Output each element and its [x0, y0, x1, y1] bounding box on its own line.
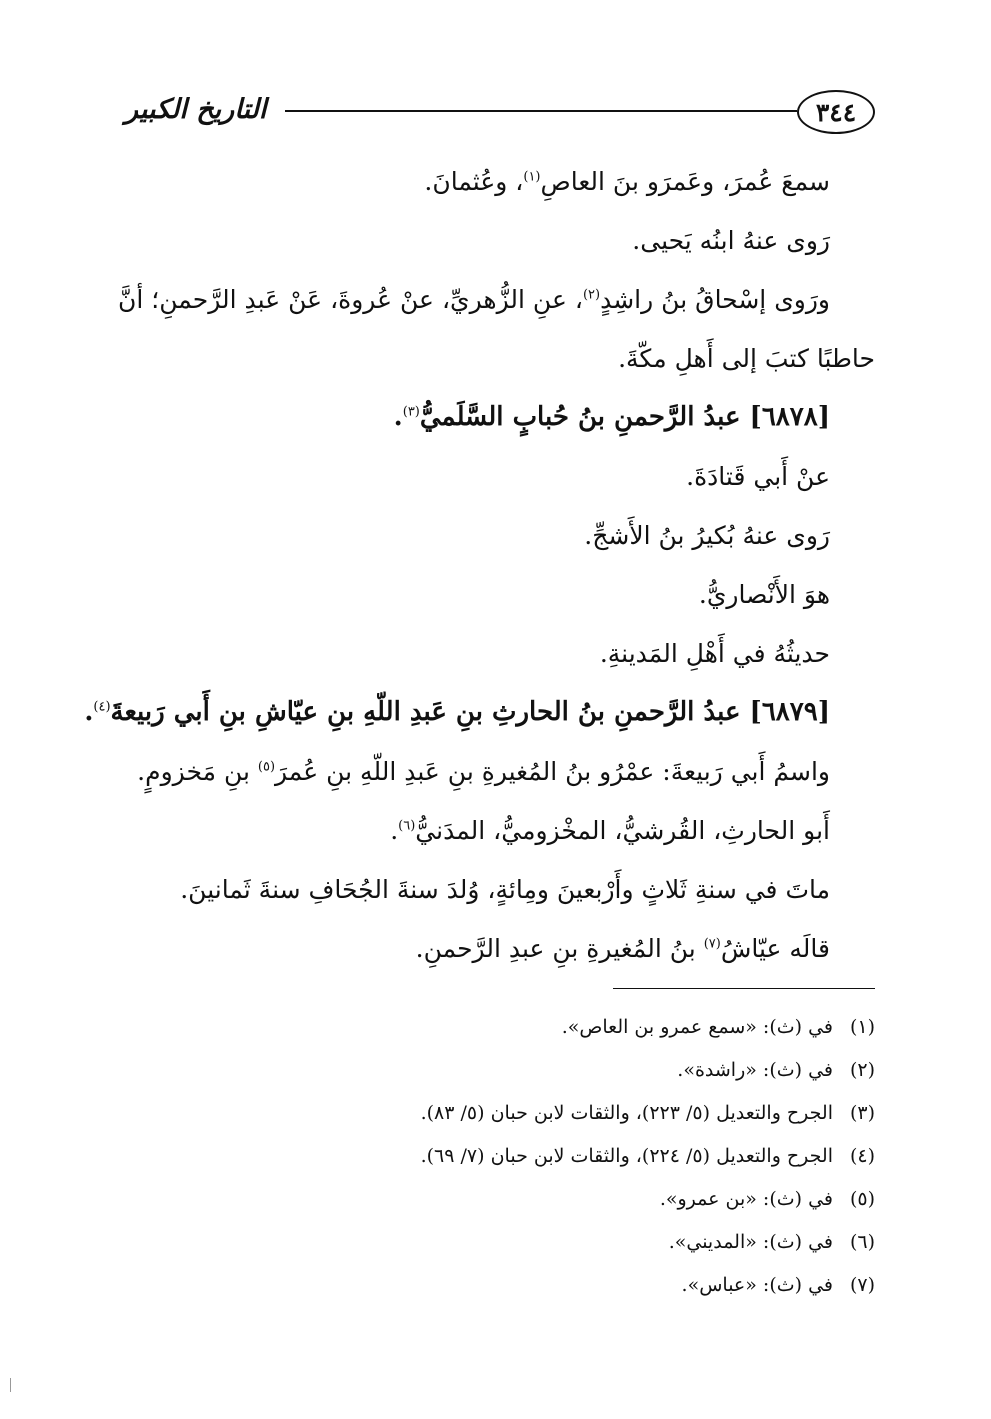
footnote-number: (٧) [849, 1274, 875, 1296]
book-title: التاريخ الكبير [125, 94, 267, 125]
page-number-badge [797, 90, 875, 134]
text-line: أَبو الحارثِ، القُرشيُّ، المخْزوميُّ، المدَنيُّ$^{(٦)}$. [390, 816, 830, 845]
footnote-text: في (ث): «راشدة». [677, 1059, 833, 1081]
page-header [125, 90, 875, 140]
footnote-text: الجرح والتعديل (٥/ ٢٢٤)، والثقات لابن حبان (٧/ ٦٩). [420, 1145, 833, 1167]
entry-heading: [٦٨٧٩] عبدُ الرَّحمنِ بنُ الحارثِ بنِ عَبدِ اللّهِ بنِ عيّاشِ بنِ أَبي رَبيعةَ$^{(٤)}$. [84, 697, 830, 727]
footnote-text: في (ث): «سمع عمرو بن العاص». [561, 1016, 833, 1038]
footnote [120, 1178, 875, 1221]
footnote [120, 1006, 875, 1049]
footnote-ref: (١) [523, 169, 541, 185]
footnote-text: في (ث): «المديني». [668, 1231, 833, 1253]
footnote-number: (٢) [849, 1059, 875, 1081]
text-line: رَوى عنهُ ابنُه يَحيى. [632, 226, 830, 255]
text-line: عنْ أَبي قَتادَةَ. [686, 462, 830, 491]
footnote-separator [613, 988, 875, 989]
footnote-text: في (ث): «عباس». [681, 1274, 833, 1296]
header-rule [285, 110, 797, 112]
text-line: قالَه عيّاشُ$^{(٧)}$ بنُ المُغيرةِ بنِ عبدِ الرَّحمنِ. [415, 934, 830, 963]
footnote-ref: (٦) [398, 818, 416, 834]
footnote-ref: (٧) [703, 936, 721, 952]
text-line: حاطبًا كتبَ إلى أَهلِ مكّةَ. [618, 344, 875, 373]
body-text [84, 152, 875, 978]
footnote-number: (٣) [849, 1102, 875, 1124]
footnote-ref: (٢) [582, 287, 601, 303]
footnote-text: الجرح والتعديل (٥/ ٢٢٣)، والثقات لابن حبان (٥/ ٨٣). [420, 1102, 833, 1124]
footnote-number: (٥) [849, 1188, 875, 1210]
footnote [120, 1221, 875, 1264]
text-line: رَوى عنهُ بُكيرُ بنُ الأَشجِّ. [584, 521, 830, 550]
text-line: هوَ الأَنْصاريُّ. [698, 580, 830, 609]
footnote-text: في (ث): «بن عمرو». [659, 1188, 833, 1210]
page-number: ٣٤٤ [815, 97, 857, 127]
text-line: سمعَ عُمرَ، وعَمرَو بنَ العاصِ$^{(١)}$، وعُثمانَ. [424, 167, 830, 196]
footnote-ref: (٣) [402, 404, 420, 420]
text-line: ماتَ في سنةِ ثَلاثٍ وأَرْبعينَ ومِائةٍ، وُلدَ سنةَ الجُحَافِ سنةَ ثَمانينَ. [180, 875, 830, 904]
entry-heading: [٦٨٧٨] عبدُ الرَّحمنِ بنُ حُبابٍ السَّلَميُّ$^{(٣)}$. [393, 402, 830, 432]
footnote-ref: (٥) [257, 759, 276, 775]
footnote-number: (٦) [849, 1231, 875, 1253]
text-line: واسمُ أَبي رَبيعةَ: عمْرُو بنُ المُغيرةِ بنِ عَبدِ اللّهِ بنِ عُمرَ$^{(٥)}$ بنِ مَخزومٍ. [137, 757, 830, 786]
footnote-ref: (٤) [93, 699, 111, 715]
footnote-number: (٤) [849, 1145, 875, 1167]
footnote [120, 1049, 875, 1092]
text-line: ورَوى إسْحاقُ بنُ راشِدٍ$^{(٢)}$، عنِ الزُّهريِّ، عنْ عُروةَ، عَنْ عَبدِ الرَّحمنِ؛ أنَّ [118, 285, 830, 314]
footnote [120, 1135, 875, 1178]
scan-margin-mark [10, 1378, 11, 1392]
footnotes [120, 1006, 875, 1307]
text-line: حديثُهُ في أَهْلِ المَدينةِ. [599, 639, 830, 668]
footnote [120, 1264, 875, 1307]
footnote [120, 1092, 875, 1135]
footnote-number: (١) [849, 1016, 875, 1038]
